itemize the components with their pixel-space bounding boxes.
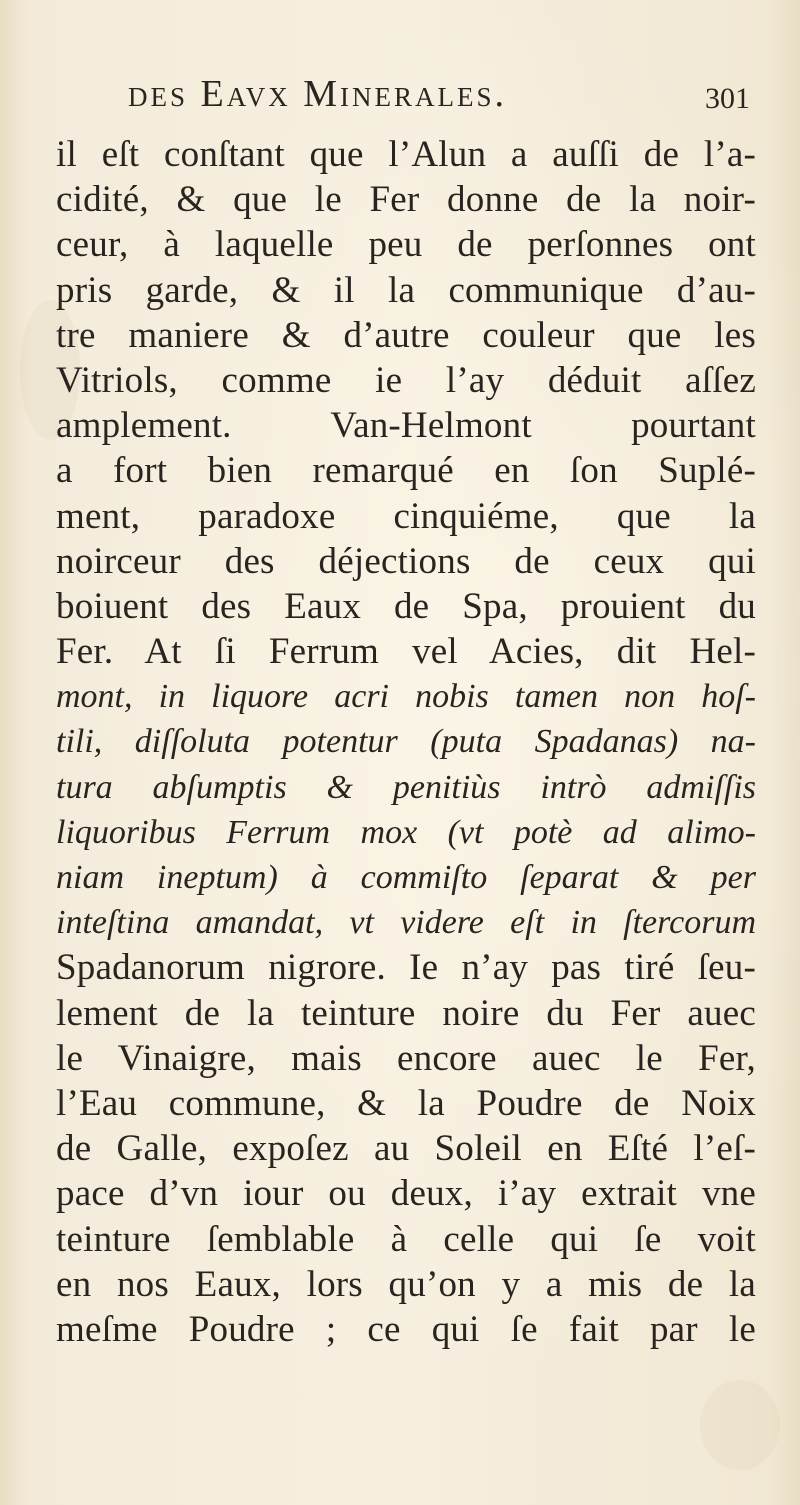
text-line: pris garde, & il la communique d’au- — [56, 269, 756, 311]
text-line: inteſtina amandat, vt videre eſt in ſtercorum — [56, 904, 756, 942]
text-line: Fer. At ſi Ferrum vel Acies, dit Hel- — [56, 631, 756, 673]
text-line: a fort bien remarqué en ſon Suplé- — [56, 450, 756, 492]
text-line: cidité, & que le Fer donne de la noir- — [56, 179, 756, 221]
text-line: ment, paradoxe cinquiéme, que la — [56, 495, 756, 537]
body-text — [56, 132, 756, 1352]
paper-stain — [700, 1380, 780, 1470]
text-line: tura abſumptis & penitiùs intrò admiſſis — [56, 768, 756, 806]
text-line: boiuent des Eaux de Spa, prouient du — [56, 585, 756, 627]
text-line: meſme Poudre ; ce qui ſe fait par le — [56, 1308, 756, 1350]
text-line: lement de la teinture noire du Fer auec — [56, 992, 756, 1034]
text-line: niam ineptum) à commiſto ſeparat & per — [56, 859, 756, 896]
running-title: des Eavx Minerales. — [128, 73, 508, 115]
text-line: mont, in liquore acri nobis tamen non hoſ- — [56, 678, 756, 716]
text-line: Vitriols, comme ie l’ay déduit aſſez — [56, 359, 756, 401]
text-line: ceur, à laquelle peu de perſonnes ont — [56, 224, 756, 266]
text-line: pace d’vn iour ou deux, i’ay extrait vne — [56, 1173, 756, 1215]
text-line: il eſt conſtant que l’Alun a auſſi de l’a- — [56, 134, 756, 175]
text-line: de Galle, expoſez au Soleil en Eſté l’eſ- — [56, 1128, 756, 1170]
text-line: l’Eau commune, & la Poudre de Noix — [56, 1082, 756, 1124]
page-header — [60, 72, 750, 122]
text-line: Spadanorum nigrore. Ie n’ay pas tiré ſeu- — [56, 947, 756, 989]
text-line: noirceur des déjections de ceux qui — [56, 540, 756, 582]
page-number: 301 — [705, 82, 750, 115]
text-line: tre maniere & d’autre couleur que les — [56, 314, 756, 356]
text-line: le Vinaigre, mais encore auec le Fer, — [56, 1037, 756, 1079]
text-line: en nos Eaux, lors qu’on y a mis de la — [56, 1263, 756, 1305]
text-line: liquoribus Ferrum mox (vt potè ad alimo- — [56, 813, 756, 851]
text-line: tili, diſſoluta potentur (puta Spadanas) na- — [56, 723, 756, 761]
text-line: amplement. Van-Helmont pourtant — [56, 405, 756, 447]
text-line: teinture ſemblable à celle qui ſe voit — [56, 1218, 756, 1260]
